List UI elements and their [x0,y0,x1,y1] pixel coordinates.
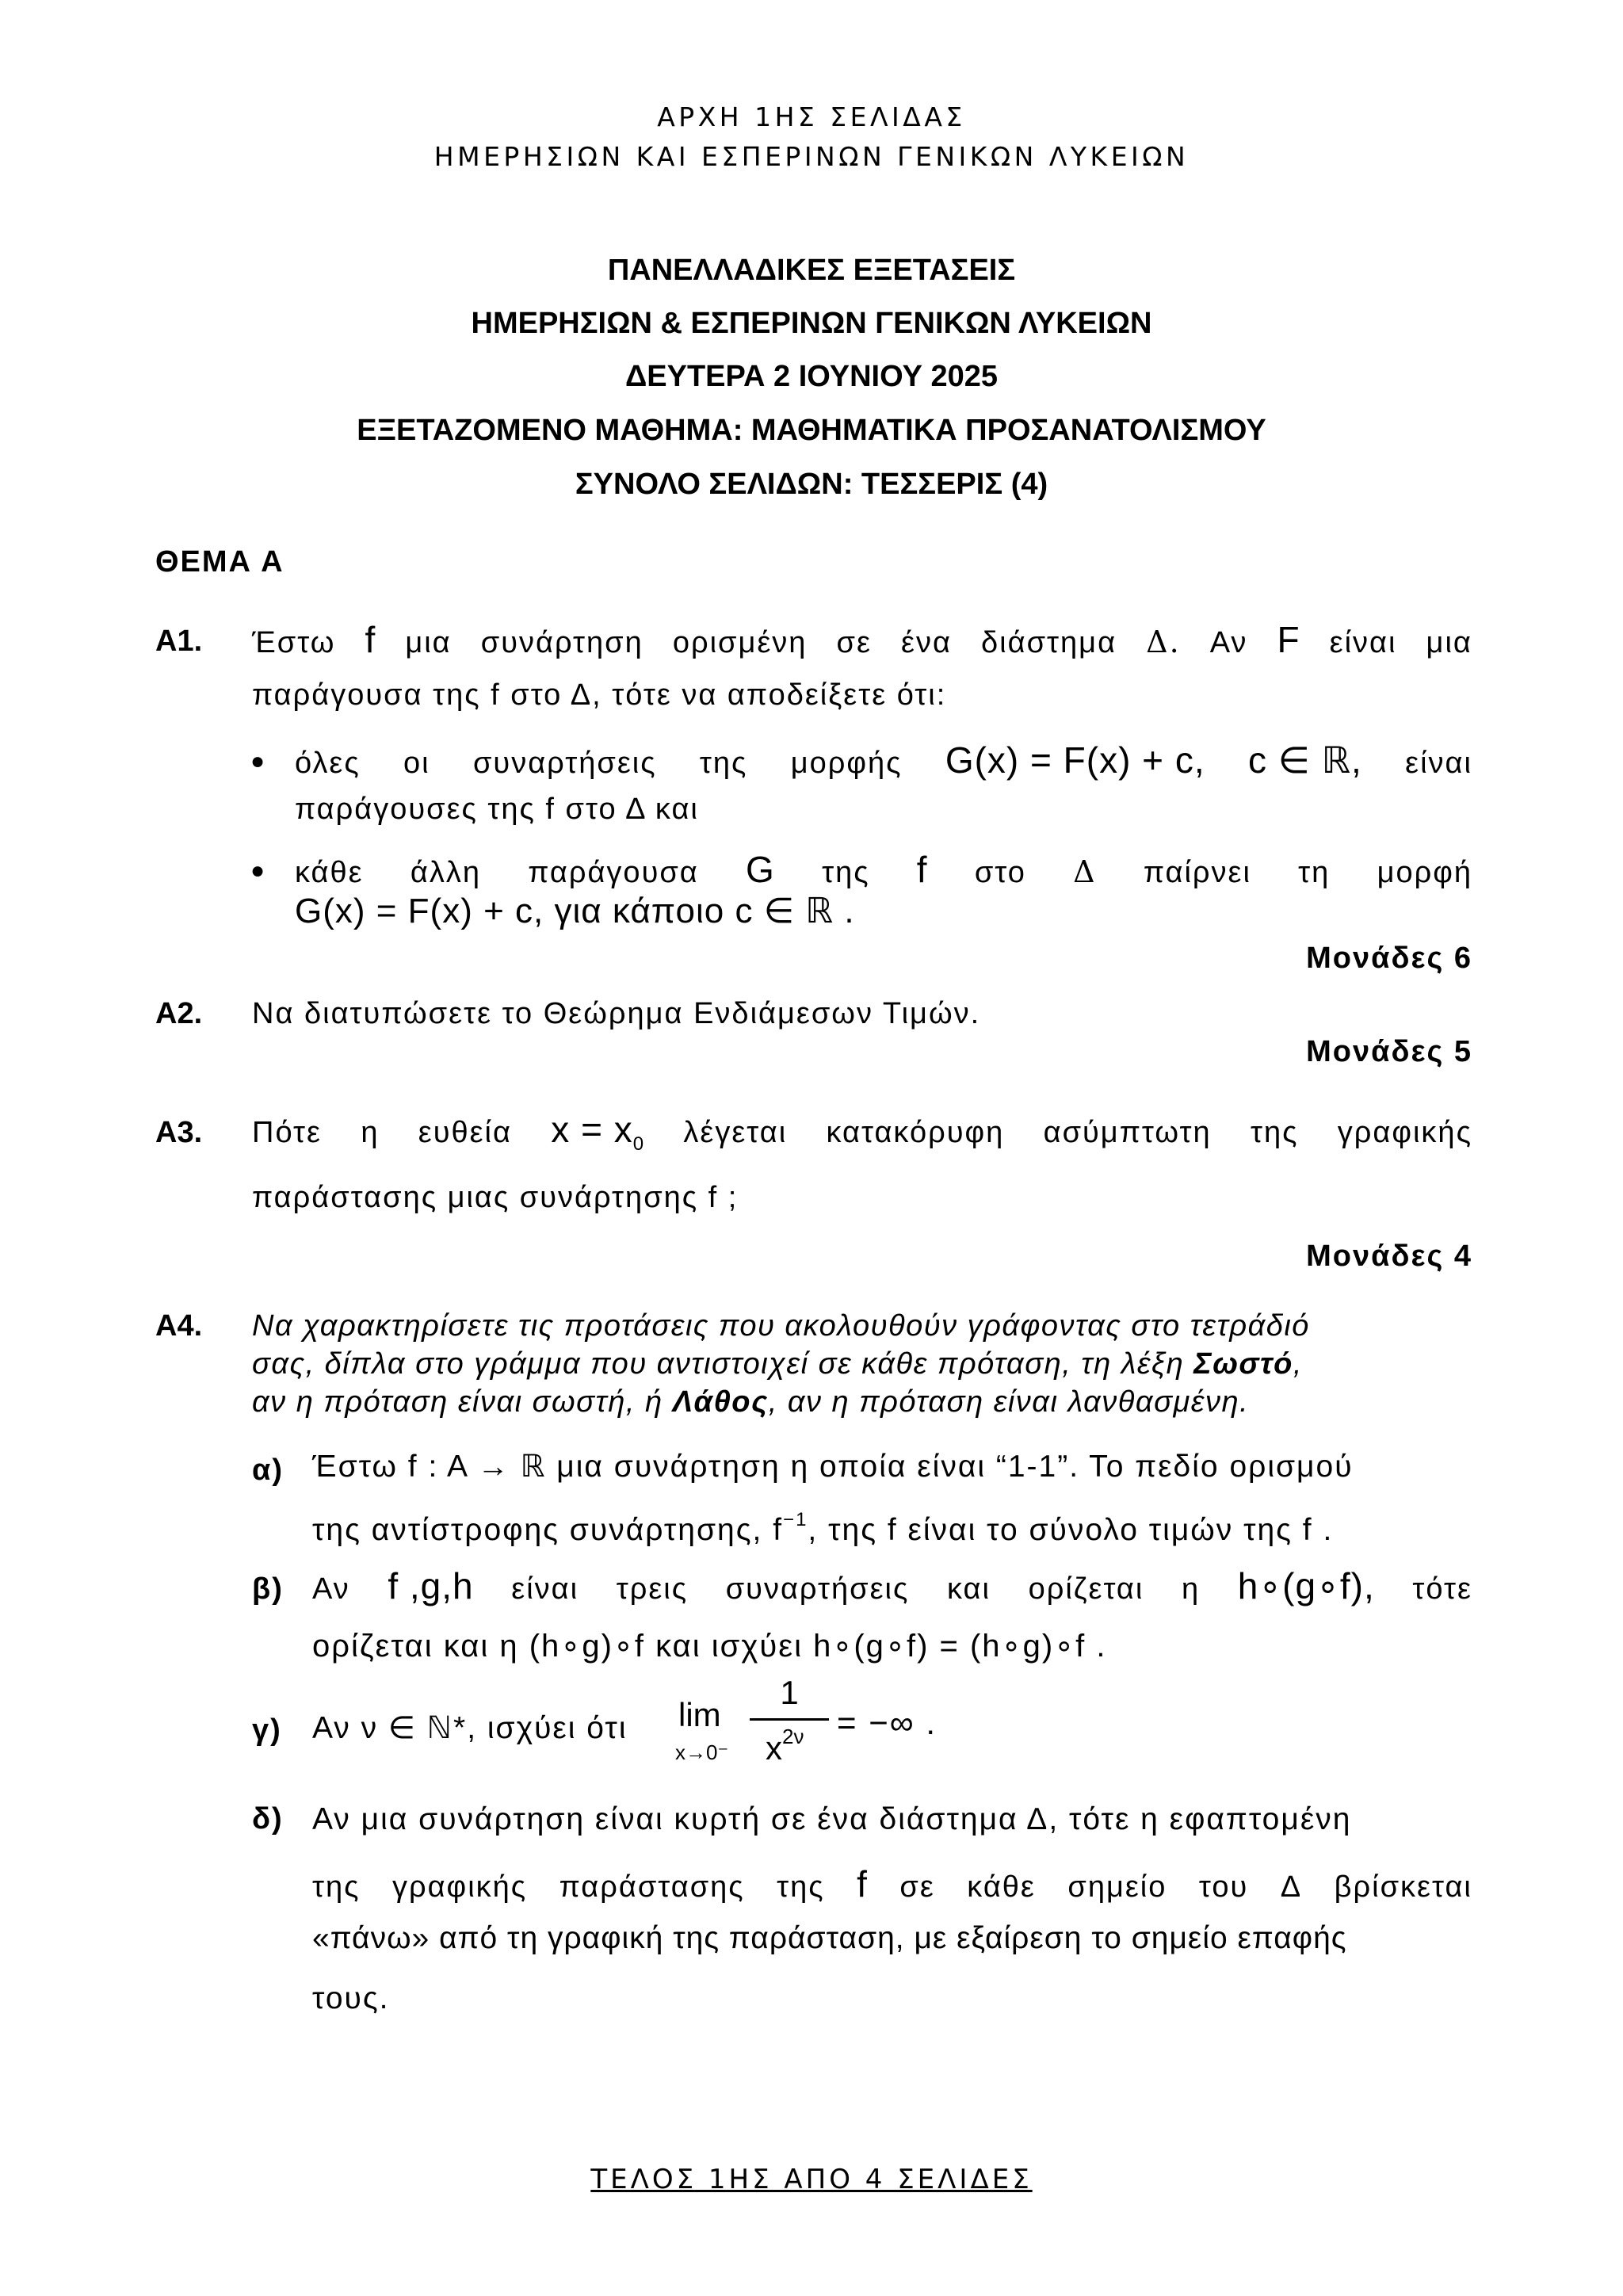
question-a2-text: Να διατυπώσετε το Θεώρημα Ενδιάμεσων Τιμών. [252,997,981,1030]
question-a1-bullet1-line1: όλες οι συναρτήσεις της μορφής G(x) = F(x) + c, c ∈ ℝ, είναι [295,739,1472,781]
limit-subscript: x→0⁻ [675,1740,729,1764]
question-a4-label: Α4. [155,1309,203,1343]
question-a1-bullet2-line1: κάθε άλλη παράγουσα G της f στο Δ παίρνει τη μορφή [295,849,1472,890]
exam-subject: ΕΞΕΤΑΖΟΜΕΝΟ ΜΑΘΗΜΑ: ΜΑΘΗΜΑΤΙΚΑ ΠΡΟΣΑΝΑΤΟΛΙΣΜΟΥ [357,414,1266,447]
fraction-denominator: $x^{2\nu}$ [766,1725,804,1767]
statement-alpha-label: α) [252,1454,285,1487]
statement-delta-line4: τους. [312,1981,390,2015]
limit-result: = −∞ . [837,1704,938,1741]
fraction-numerator: 1 [780,1674,799,1711]
statement-delta-line3: «πάνω» από τη γραφική της παράσταση, με εξαίρεση το σημείο επαφής [312,1921,1347,1955]
question-a4-intro-line2: σας, δίπλα στο γράμμα που αντιστοιχεί σε κάθε πρόταση, τη λέξη Σωστό, [252,1347,1303,1381]
statement-alpha-line1: Έστω f : A → ℝ μια συνάρτηση η οποία είναι “1-1”. Το πεδίο ορισμού [312,1450,1354,1484]
points-a3: Μονάδες 4 [1306,1240,1472,1273]
statement-delta-line1: Αν μια συνάρτηση είναι κυρτή σε ένα διάστημα Δ, τότε η εφαπτομένη [312,1802,1352,1836]
statement-beta-label: β) [252,1572,284,1606]
exam-school-type: ΗΜΕΡΗΣΙΩΝ & ΕΣΠΕΡΙΝΩΝ ΓΕΝΙΚΩΝ ΛΥΚΕΙΩΝ [471,307,1152,340]
page-footer: ΤΕΛΟΣ 1ΗΣ ΑΠΟ 4 ΣΕΛΙΔΕΣ [590,2164,1033,2195]
question-a3-line1: Πότε η ευθεία $x = x_0$ λέγεται κατακόρυφη ασύμπτωτη της γραφικής [252,1109,1472,1155]
question-a1-line2: παράγουσα της f στο Δ, τότε να αποδείξετε ότι: [252,678,947,712]
points-a2: Μονάδες 5 [1306,1035,1472,1068]
statement-delta-label: δ) [252,1802,284,1836]
question-a2-label: Α2. [155,997,203,1030]
question-a3-line2: παράστασης μιας συνάρτησης f ; [252,1181,739,1214]
statement-beta-line1: Αν f ,g,h είναι τρεις συναρτήσεις και ορίζεται η h∘(g∘f), τότε [312,1565,1472,1606]
statement-delta-line2: της γραφικής παράστασης της f σε κάθε σημείο του Δ βρίσκεται [312,1863,1472,1904]
question-a4-intro-line1: Να χαρακτηρίσετε τις προτάσεις που ακολουθούν γράφοντας στο τετράδιό [252,1309,1310,1343]
question-a1-label: Α1. [155,625,203,658]
question-a1-bullet2-line2: G(x) = F(x) + c, για κάποιο c ∈ ℝ . [295,892,855,930]
section-title: ΘΕΜΑ Α [155,545,285,579]
exam-page-count: ΣΥΝΟΛΟ ΣΕΛΙΔΩΝ: ΤΕΣΣΕΡΙΣ (4) [575,468,1048,501]
bullet-1: ● [250,748,265,774]
exam-date: ΔΕΥΤΕΡΑ 2 ΙΟΥΝΙΟΥ 2025 [624,360,999,393]
statement-gamma-label: γ) [252,1713,282,1747]
question-a3-label: Α3. [155,1116,203,1149]
limit-operator: lim [678,1696,721,1733]
exam-title: ΠΑΝΕΛΛΑΔΙΚΕΣ ΕΞΕΤΑΣΕΙΣ [607,254,1016,287]
page-header-line2: ΗΜΕΡΗΣΙΩΝ ΚΑΙ ΕΣΠΕΡΙΝΩΝ ΓΕΝΙΚΩΝ ΛΥΚΕΙΩΝ [433,141,1190,172]
statement-alpha-line2: της αντίστροφης συνάρτησης, $f^{-1}$, της f είναι το σύνολο τιμών της f . [312,1509,1334,1547]
question-a1-line1: Έστω f μια συνάρτηση ορισμένη σε ένα διάστημα Δ. Αν F είναι μια [252,619,1472,660]
statement-gamma-text: Αν ν ∈ ℕ*, ισχύει ότι [312,1711,628,1745]
statement-beta-line2: ορίζεται και η (h∘g)∘f και ισχύει h∘(g∘f) = (h∘g)∘f . [312,1629,1107,1664]
question-a4-intro-line3: αν η πρόταση είναι σωστή, ή Λάθος, αν η πρόταση είναι λανθασμένη. [252,1385,1250,1419]
points-a1: Μονάδες 6 [1306,942,1472,975]
page-header-line1: ΑΡΧΗ 1ΗΣ ΣΕΛΙΔΑΣ [657,101,966,132]
fraction-bar [750,1718,829,1721]
bullet-2: ● [250,858,265,884]
question-a1-bullet1-line2: παράγουσες της f στο Δ και [295,793,699,826]
